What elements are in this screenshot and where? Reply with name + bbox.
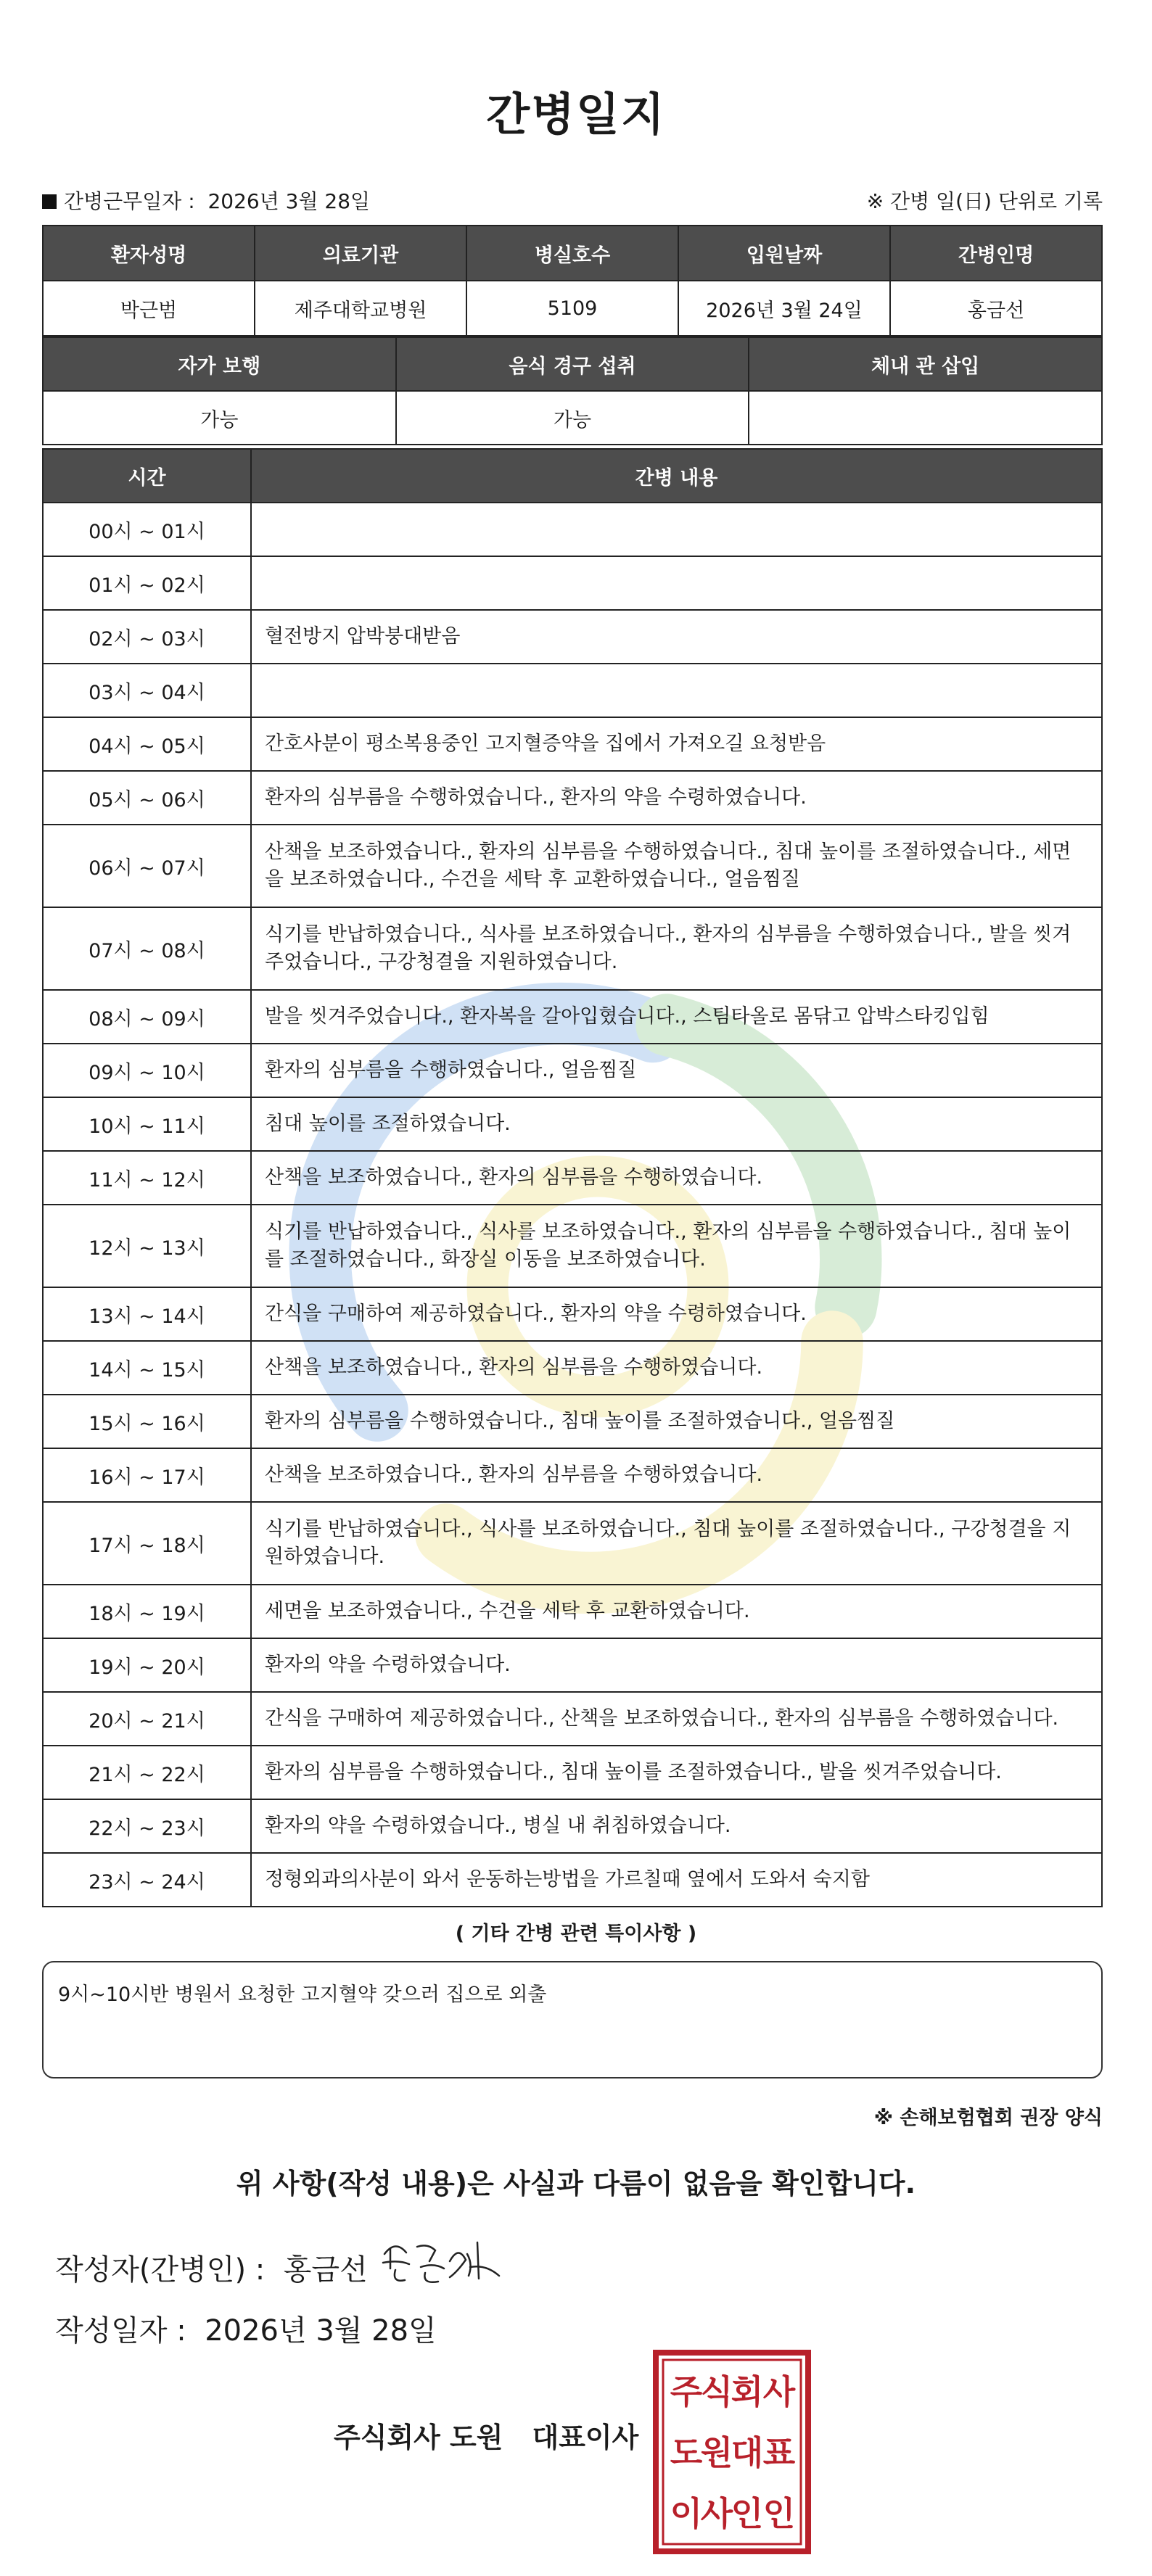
company-seal-stamp — [651, 2348, 812, 2556]
log-time-cell: 22시 ~ 23시 — [43, 1799, 251, 1853]
square-bullet-icon — [42, 194, 57, 209]
value-hospital: 제주대학교병원 — [255, 281, 466, 336]
log-time-cell: 06시 ~ 07시 — [43, 825, 251, 907]
log-time-cell: 21시 ~ 22시 — [43, 1746, 251, 1799]
log-content-cell — [251, 664, 1102, 717]
confirmation-statement: 위 사항(작성 내용)은 사실과 다름이 없음을 확인합니다. — [236, 2168, 916, 2200]
write-date-value: 2026년 3월 28일 — [205, 2314, 437, 2348]
log-content-cell: 산책을 보조하였습니다., 환자의 심부름을 수행하였습니다. — [251, 1151, 1102, 1205]
ability-header-row — [43, 337, 1102, 391]
work-date-label: 간병근무일자 : — [64, 189, 195, 213]
svg-text:도: 도 — [670, 2433, 703, 2472]
patient-info-header-row — [43, 226, 1102, 281]
log-content-cell: 간호사분이 평소복용중인 고지혈증약을 집에서 가져오길 요청받음 — [251, 717, 1102, 771]
header-time: 시간 — [43, 449, 251, 503]
log-body — [43, 503, 1102, 1907]
company-line — [334, 2415, 638, 2455]
log-row — [43, 990, 1102, 1044]
value-room: 5109 — [466, 281, 678, 336]
log-content-cell: 발을 씻겨주었습니다., 환자복을 갈아입혔습니다., 스팀타올로 몸닦고 압박스타킹입힘 — [251, 990, 1102, 1044]
log-row — [43, 1341, 1102, 1395]
handwritten-signature — [377, 2232, 508, 2290]
patient-info-value-row — [43, 281, 1102, 336]
log-content-cell: 환자의 약을 수령하였습니다. — [251, 1638, 1102, 1692]
log-content-cell: 산책을 보조하였습니다., 환자의 심부름을 수행하였습니다. — [251, 1341, 1102, 1395]
header-admission-date: 입원날짜 — [678, 226, 890, 281]
svg-text:인: 인 — [762, 2494, 796, 2533]
log-row — [43, 1448, 1102, 1502]
header-self-walking: 자가 보행 — [43, 337, 396, 391]
document-title: 간병일지 — [486, 88, 666, 141]
log-row — [43, 556, 1102, 610]
log-row — [43, 1395, 1102, 1448]
log-time-cell: 09시 ~ 10시 — [43, 1044, 251, 1097]
value-admission-date: 2026년 3월 24일 — [678, 281, 890, 336]
log-row — [43, 664, 1102, 717]
log-row — [43, 1205, 1102, 1287]
log-time-cell: 14시 ~ 15시 — [43, 1341, 251, 1395]
log-row — [43, 1746, 1102, 1799]
svg-text:사: 사 — [762, 2372, 796, 2411]
svg-text:이: 이 — [670, 2494, 703, 2533]
log-row — [43, 907, 1102, 990]
value-tube-insertion — [749, 391, 1102, 445]
patient-info-table — [42, 225, 1103, 337]
special-notes-box — [42, 1961, 1103, 2078]
write-date-line — [55, 2308, 437, 2349]
log-time-cell: 19시 ~ 20시 — [43, 1638, 251, 1692]
value-self-walking: 가능 — [43, 391, 396, 445]
log-row — [43, 1151, 1102, 1205]
log-time-cell: 00시 ~ 01시 — [43, 503, 251, 556]
log-time-cell: 17시 ~ 18시 — [43, 1502, 251, 1585]
header-caregiver: 간병인명 — [890, 226, 1102, 281]
log-time-cell: 01시 ~ 02시 — [43, 556, 251, 610]
work-date-value: 2026년 3월 28일 — [207, 189, 371, 213]
svg-text:대: 대 — [731, 2433, 764, 2472]
value-patient-name: 박근범 — [43, 281, 255, 336]
log-row — [43, 503, 1102, 556]
log-row — [43, 1097, 1102, 1151]
log-content-cell: 환자의 심부름을 수행하였습니다., 얼음찜질 — [251, 1044, 1102, 1097]
svg-text:표: 표 — [762, 2433, 796, 2472]
log-row — [43, 1502, 1102, 1585]
association-note: ※ 손해보험협회 권장 양식 — [873, 2107, 1103, 2129]
header-tube-insertion: 체내 관 삽입 — [749, 337, 1102, 391]
log-time-cell: 07시 ~ 08시 — [43, 907, 251, 990]
log-content-cell: 정형외과의사분이 와서 운동하는방법을 가르칠때 옆에서 도와서 숙지함 — [251, 1853, 1102, 1907]
patient-ability-table — [42, 337, 1103, 445]
log-row — [43, 1853, 1102, 1907]
log-row — [43, 771, 1102, 825]
log-time-cell: 13시 ~ 14시 — [43, 1287, 251, 1341]
header-room: 병실호수 — [466, 226, 678, 281]
log-time-cell: 08시 ~ 09시 — [43, 990, 251, 1044]
log-time-cell: 05시 ~ 06시 — [43, 771, 251, 825]
svg-text:식: 식 — [700, 2372, 733, 2411]
value-caregiver: 홍금선 — [890, 281, 1102, 336]
log-content-cell: 환자의 심부름을 수행하였습니다., 환자의 약을 수령하였습니다. — [251, 771, 1102, 825]
log-time-cell: 02시 ~ 03시 — [43, 610, 251, 664]
log-content-cell: 산책을 보조하였습니다., 환자의 심부름을 수행하였습니다., 침대 높이를 조절하였습니다., 세면을 보조하였습니다., 수건을 세탁 후 교환하였습니다., 얼음찜질 — [251, 825, 1102, 907]
log-content-cell: 식기를 반납하였습니다., 식사를 보조하였습니다., 침대 높이를 조절하였습니다., 구강청결을 지원하였습니다. — [251, 1502, 1102, 1585]
hourly-care-log-table — [42, 448, 1103, 1907]
log-time-cell: 04시 ~ 05시 — [43, 717, 251, 771]
log-row — [43, 1044, 1102, 1097]
log-time-cell: 10시 ~ 11시 — [43, 1097, 251, 1151]
log-content-cell: 간식을 구매하여 제공하였습니다., 환자의 약을 수령하였습니다. — [251, 1287, 1102, 1341]
svg-text:회: 회 — [731, 2372, 764, 2411]
special-notes-content: 9시~10시반 병원서 요청한 고지혈약 갖으러 집으로 외출 — [58, 1983, 547, 2006]
work-date — [42, 186, 370, 215]
log-time-cell: 11시 ~ 12시 — [43, 1151, 251, 1205]
log-row — [43, 1638, 1102, 1692]
log-content-cell: 세면을 보조하였습니다., 수건을 세탁 후 교환하였습니다. — [251, 1585, 1102, 1638]
header-hospital: 의료기관 — [255, 226, 466, 281]
log-content-cell — [251, 503, 1102, 556]
log-time-cell: 18시 ~ 19시 — [43, 1585, 251, 1638]
log-row — [43, 610, 1102, 664]
header-oral-intake: 음식 경구 섭취 — [396, 337, 749, 391]
log-content-cell: 환자의 심부름을 수행하였습니다., 침대 높이를 조절하였습니다., 얼음찜질 — [251, 1395, 1102, 1448]
log-content-cell: 침대 높이를 조절하였습니다. — [251, 1097, 1102, 1151]
log-row — [43, 1799, 1102, 1853]
special-notes-title: ( 기타 간병 관련 특이사항 ) — [455, 1923, 697, 1945]
header-patient-name: 환자성명 — [43, 226, 255, 281]
log-row — [43, 1585, 1102, 1638]
log-content-cell: 환자의 약을 수령하였습니다., 병실 내 취침하였습니다. — [251, 1799, 1102, 1853]
value-oral-intake: 가능 — [396, 391, 749, 445]
svg-text:인: 인 — [731, 2494, 764, 2533]
log-time-cell: 16시 ~ 17시 — [43, 1448, 251, 1502]
log-content-cell: 간식을 구매하여 제공하였습니다., 산책을 보조하였습니다., 환자의 심부름을 수행하였습니다. — [251, 1692, 1102, 1746]
log-content-cell: 환자의 심부름을 수행하였습니다., 침대 높이를 조절하였습니다., 발을 씻겨주었습니다. — [251, 1746, 1102, 1799]
log-time-cell: 23시 ~ 24시 — [43, 1853, 251, 1907]
log-row — [43, 717, 1102, 771]
svg-text:원: 원 — [700, 2433, 733, 2472]
log-row — [43, 825, 1102, 907]
log-time-cell: 15시 ~ 16시 — [43, 1395, 251, 1448]
company-name: 주식회사 도원 — [334, 2422, 503, 2453]
log-content-cell: 식기를 반납하였습니다., 식사를 보조하였습니다., 환자의 심부름을 수행하였습니다., 침대 높이를 조절하였습니다., 화장실 이동을 보조하였습니다. — [251, 1205, 1102, 1287]
svg-text:사: 사 — [700, 2494, 733, 2533]
log-content-cell — [251, 556, 1102, 610]
log-time-cell: 12시 ~ 13시 — [43, 1205, 251, 1287]
record-unit-note: ※ 간병 일(日) 단위로 기록 — [866, 189, 1103, 213]
company-title: 대표이사 — [532, 2422, 639, 2453]
log-row — [43, 1287, 1102, 1341]
log-content-cell: 식기를 반납하였습니다., 식사를 보조하였습니다., 환자의 심부름을 수행하였습니다., 발을 씻겨주었습니다., 구강청결을 지원하였습니다. — [251, 907, 1102, 990]
log-time-cell: 20시 ~ 21시 — [43, 1692, 251, 1746]
log-row — [43, 1692, 1102, 1746]
writer-name: 홍금선 — [283, 2253, 368, 2287]
write-date-label: 작성일자 : — [55, 2314, 186, 2348]
meta-row — [42, 186, 1103, 215]
log-header-row — [43, 449, 1102, 503]
writer-line — [55, 2247, 368, 2288]
writer-label: 작성자(간병인) : — [55, 2253, 266, 2287]
header-care-content: 간병 내용 — [251, 449, 1102, 503]
log-content-cell: 혈전방지 압박붕대받음 — [251, 610, 1102, 664]
log-content-cell: 산책을 보조하였습니다., 환자의 심부름을 수행하였습니다. — [251, 1448, 1102, 1502]
ability-value-row — [43, 391, 1102, 445]
svg-text:주: 주 — [670, 2372, 703, 2411]
log-time-cell: 03시 ~ 04시 — [43, 664, 251, 717]
